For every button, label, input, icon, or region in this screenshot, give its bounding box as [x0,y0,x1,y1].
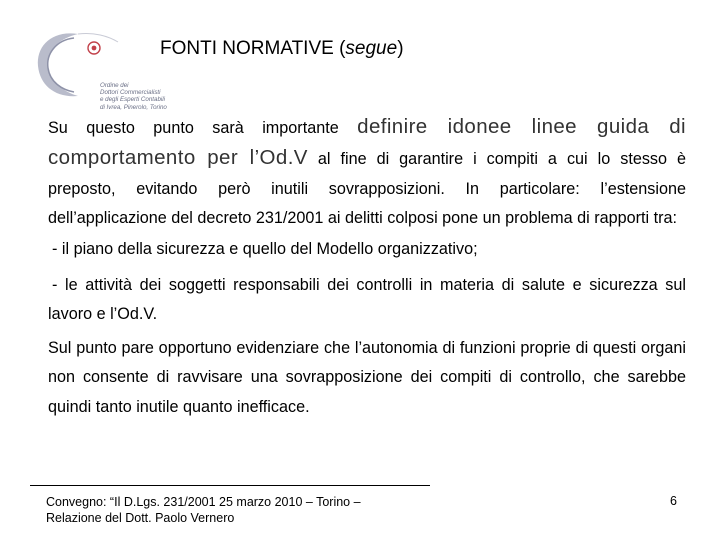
page-number: 6 [670,494,677,508]
logo-line: di Ivrea, Pinerolo, Torino [100,103,167,111]
title-italic: segue [345,38,398,59]
footer-line: Relazione del Dott. Paolo Vernero [46,511,235,525]
footer-divider [30,485,430,486]
para-intro-lead: Su questo punto sarà importante [48,119,358,137]
bullet-item [48,271,686,330]
footer-line: Convegno: “Il D.Lgs. 231/2001 25 marzo 2010 – Torino – [46,495,361,509]
slide-title [160,38,404,60]
para-intro-rest: al fine di garantire i compiti a cui lo stesso è preposto, evitando però inutili sovrapposizioni. In particolare: l’estensione dell’applicazione del decreto 231/2001 ai delitti colposi pone un problema di rapporti tra: [48,150,687,228]
bullet-text: - le attività dei soggetti responsabili dei controlli in materia di salute e sicurezza sul lavoro e l’Od.V. [48,276,686,324]
slide-body [48,112,686,422]
bullet-item: - il piano della sicurezza e quello del Modello organizzativo; [52,239,478,258]
logo-text [100,82,188,111]
title-close: ) [397,38,404,59]
order-seal-logo [34,28,167,111]
title-main: FONTI NORMATIVE ( [160,38,346,59]
para-intro-emphasis: definire idonee linee guida di comportamento per l’Od.V [48,115,686,170]
logo-line: e degli Esperti Contabili [100,96,166,104]
paragraph-conclusion: Sul punto pare opportuno evidenziare che l’autonomia di funzioni proprie di questi organi non consente di ravvisare una sovrapposizione dei compiti di controllo, che sarebbe quindi tanto inutile quanto inefficace. [48,338,686,416]
logo-line: Dottori Commercialisti [100,89,161,97]
footer [46,494,361,526]
paragraph-intro [48,112,686,234]
logo-line: Ordine dei [100,82,129,89]
